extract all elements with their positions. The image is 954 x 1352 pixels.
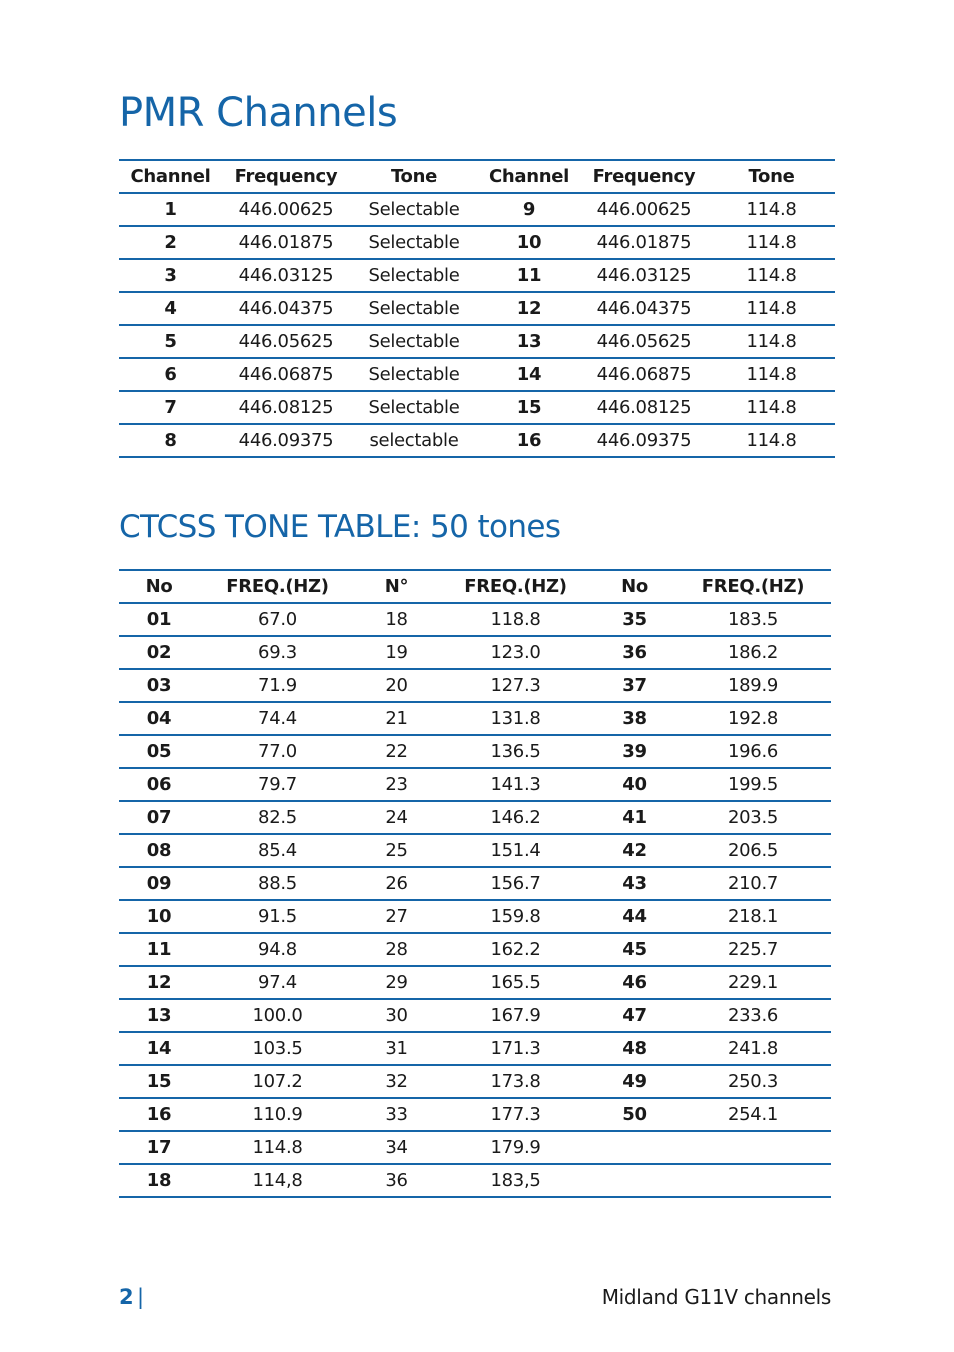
table-cell: 30 [356, 999, 437, 1032]
table-cell: 107.2 [199, 1065, 356, 1098]
table-cell: 446.04375 [222, 292, 350, 325]
column-header: FREQ.(HZ) [675, 570, 831, 603]
table-cell: 10 [478, 226, 580, 259]
table-cell: 114.8 [708, 193, 835, 226]
table-cell: 165.5 [437, 966, 594, 999]
table-cell: 5 [119, 325, 222, 358]
table-cell: 44 [594, 900, 675, 933]
table-row [119, 1164, 831, 1197]
table-cell: Selectable [350, 391, 478, 424]
table-cell: 446.00625 [580, 193, 708, 226]
table-row [119, 735, 831, 768]
ctcss-tone-table [119, 569, 831, 1198]
table-cell: 71.9 [199, 669, 356, 702]
table-cell: 69.3 [199, 636, 356, 669]
table-row [119, 867, 831, 900]
table-cell: 01 [119, 603, 199, 636]
table-cell: 03 [119, 669, 199, 702]
table-cell: 196.6 [675, 735, 831, 768]
table-cell: 114.8 [708, 325, 835, 358]
table-cell: 123.0 [437, 636, 594, 669]
table-cell: 37 [594, 669, 675, 702]
table-cell: 18 [356, 603, 437, 636]
table-cell: 171.3 [437, 1032, 594, 1065]
table-cell: 127.3 [437, 669, 594, 702]
table-cell: 4 [119, 292, 222, 325]
table-cell: 114.8 [708, 292, 835, 325]
table-cell: 26 [356, 867, 437, 900]
table-cell: 13 [478, 325, 580, 358]
table-cell: 34 [356, 1131, 437, 1164]
table-cell: 446.06875 [222, 358, 350, 391]
table-cell: 35 [594, 603, 675, 636]
table-cell [675, 1131, 831, 1164]
table-cell: 49 [594, 1065, 675, 1098]
table-cell: 06 [119, 768, 199, 801]
table-row [119, 292, 835, 325]
table-cell: 88.5 [199, 867, 356, 900]
table-cell: 32 [356, 1065, 437, 1098]
table-cell: 103.5 [199, 1032, 356, 1065]
table-cell: 36 [356, 1164, 437, 1197]
table-cell: 446.05625 [222, 325, 350, 358]
table-cell: 47 [594, 999, 675, 1032]
column-header: No [594, 570, 675, 603]
pmr-channels-table [119, 159, 835, 458]
table-cell: 67.0 [199, 603, 356, 636]
table-cell: 210.7 [675, 867, 831, 900]
column-header: No [119, 570, 199, 603]
table-row [119, 768, 831, 801]
table-cell: 79.7 [199, 768, 356, 801]
table-cell: 159.8 [437, 900, 594, 933]
table-cell: Selectable [350, 193, 478, 226]
table-cell: 09 [119, 867, 199, 900]
ctcss-table-body [119, 603, 831, 1197]
table-cell: 27 [356, 900, 437, 933]
table-cell: 100.0 [199, 999, 356, 1032]
table-cell: 04 [119, 702, 199, 735]
table-row [119, 669, 831, 702]
column-header: FREQ.(HZ) [437, 570, 594, 603]
table-cell: 19 [356, 636, 437, 669]
table-cell: Selectable [350, 325, 478, 358]
table-cell: 38 [594, 702, 675, 735]
table-cell: 446.03125 [580, 259, 708, 292]
table-cell: 446.09375 [222, 424, 350, 457]
table-cell: 14 [119, 1032, 199, 1065]
table-cell: 162.2 [437, 933, 594, 966]
table-cell: 33 [356, 1098, 437, 1131]
table-cell: 203.5 [675, 801, 831, 834]
column-header: Channel [119, 160, 222, 193]
table-cell: 77.0 [199, 735, 356, 768]
table-cell: 25 [356, 834, 437, 867]
column-header: Frequency [580, 160, 708, 193]
table-cell: 41 [594, 801, 675, 834]
table-cell: Selectable [350, 259, 478, 292]
table-cell: 206.5 [675, 834, 831, 867]
table-cell: 18 [119, 1164, 199, 1197]
table-row [119, 226, 835, 259]
pmr-channels-title: PMR Channels [119, 90, 398, 136]
table-cell: 114.8 [708, 391, 835, 424]
table-cell: 17 [119, 1131, 199, 1164]
table-cell [594, 1131, 675, 1164]
table-cell: 156.7 [437, 867, 594, 900]
table-row [119, 424, 835, 457]
table-cell: 74.4 [199, 702, 356, 735]
table-cell: 183.5 [675, 603, 831, 636]
table-cell: 114.8 [708, 259, 835, 292]
table-cell: 3 [119, 259, 222, 292]
table-cell: 167.9 [437, 999, 594, 1032]
table-cell [675, 1164, 831, 1197]
table-cell: 12 [478, 292, 580, 325]
table-cell: 446.01875 [580, 226, 708, 259]
table-cell: 250.3 [675, 1065, 831, 1098]
table-cell: 85.4 [199, 834, 356, 867]
table-cell: 118.8 [437, 603, 594, 636]
table-cell: 186.2 [675, 636, 831, 669]
ctcss-table-header [119, 570, 831, 603]
pmr-table-header [119, 160, 835, 193]
table-cell: 131.8 [437, 702, 594, 735]
column-header: Channel [478, 160, 580, 193]
table-cell: 05 [119, 735, 199, 768]
table-cell: 20 [356, 669, 437, 702]
table-cell: 11 [119, 933, 199, 966]
page-number: 2 [119, 1285, 134, 1309]
column-header: Tone [350, 160, 478, 193]
table-row [119, 834, 831, 867]
table-cell: 40 [594, 768, 675, 801]
column-header: Frequency [222, 160, 350, 193]
table-cell: 233.6 [675, 999, 831, 1032]
table-cell: 16 [478, 424, 580, 457]
table-row [119, 999, 831, 1032]
table-cell: 36 [594, 636, 675, 669]
table-cell: 2 [119, 226, 222, 259]
table-cell: 28 [356, 933, 437, 966]
table-cell: 114.8 [708, 358, 835, 391]
table-cell: 7 [119, 391, 222, 424]
table-row [119, 933, 831, 966]
table-cell: 151.4 [437, 834, 594, 867]
ctcss-tone-table-title: CTCSS TONE TABLE: 50 tones [119, 509, 561, 545]
table-cell: 141.3 [437, 768, 594, 801]
table-cell: 199.5 [675, 768, 831, 801]
table-cell: 42 [594, 834, 675, 867]
table-cell: 11 [478, 259, 580, 292]
table-row [119, 801, 831, 834]
table-cell: 9 [478, 193, 580, 226]
table-row [119, 1032, 831, 1065]
table-cell: 179.9 [437, 1131, 594, 1164]
table-cell: 1 [119, 193, 222, 226]
table-cell: 136.5 [437, 735, 594, 768]
table-cell: Selectable [350, 358, 478, 391]
table-row [119, 325, 835, 358]
table-cell: 254.1 [675, 1098, 831, 1131]
table-cell: 114.8 [708, 424, 835, 457]
table-row [119, 603, 831, 636]
table-cell: Selectable [350, 226, 478, 259]
table-cell: 177.3 [437, 1098, 594, 1131]
table-cell: 97.4 [199, 966, 356, 999]
table-cell: 50 [594, 1098, 675, 1131]
table-cell: 225.7 [675, 933, 831, 966]
table-cell [594, 1164, 675, 1197]
table-cell: 08 [119, 834, 199, 867]
table-cell: 446.05625 [580, 325, 708, 358]
table-cell: 8 [119, 424, 222, 457]
table-cell: 94.8 [199, 933, 356, 966]
table-cell: 6 [119, 358, 222, 391]
table-cell: 16 [119, 1098, 199, 1131]
table-cell: 82.5 [199, 801, 356, 834]
table-cell: 114.8 [199, 1131, 356, 1164]
table-cell: 10 [119, 900, 199, 933]
table-row [119, 259, 835, 292]
table-cell: 15 [478, 391, 580, 424]
table-cell: selectable [350, 424, 478, 457]
table-row [119, 358, 835, 391]
table-cell: 45 [594, 933, 675, 966]
table-row [119, 391, 835, 424]
table-cell: 23 [356, 768, 437, 801]
table-cell: 446.09375 [580, 424, 708, 457]
table-cell: 446.04375 [580, 292, 708, 325]
table-cell: 24 [356, 801, 437, 834]
column-header: N° [356, 570, 437, 603]
table-cell: 14 [478, 358, 580, 391]
table-cell: 114,8 [199, 1164, 356, 1197]
table-row [119, 636, 831, 669]
table-cell: 31 [356, 1032, 437, 1065]
table-cell: 12 [119, 966, 199, 999]
table-cell: 91.5 [199, 900, 356, 933]
table-cell: 46 [594, 966, 675, 999]
table-cell: 173.8 [437, 1065, 594, 1098]
table-cell: 241.8 [675, 1032, 831, 1065]
table-cell: 21 [356, 702, 437, 735]
table-cell: 229.1 [675, 966, 831, 999]
table-cell: 29 [356, 966, 437, 999]
table-cell: 189.9 [675, 669, 831, 702]
table-cell: Selectable [350, 292, 478, 325]
table-cell: 446.00625 [222, 193, 350, 226]
footer-separator: | [137, 1285, 145, 1309]
table-row [119, 702, 831, 735]
table-row [119, 900, 831, 933]
column-header: FREQ.(HZ) [199, 570, 356, 603]
table-row [119, 1065, 831, 1098]
table-cell: 07 [119, 801, 199, 834]
table-row [119, 966, 831, 999]
table-cell: 48 [594, 1032, 675, 1065]
table-cell: 15 [119, 1065, 199, 1098]
table-cell: 13 [119, 999, 199, 1032]
table-cell: 192.8 [675, 702, 831, 735]
table-cell: 110.9 [199, 1098, 356, 1131]
table-cell: 43 [594, 867, 675, 900]
pmr-table-body [119, 193, 835, 457]
column-header: Tone [708, 160, 835, 193]
table-cell: 39 [594, 735, 675, 768]
footer-document-title: Midland G11V channels [601, 1285, 831, 1309]
table-cell: 02 [119, 636, 199, 669]
table-cell: 183,5 [437, 1164, 594, 1197]
table-cell: 446.01875 [222, 226, 350, 259]
table-row [119, 1098, 831, 1131]
table-cell: 114.8 [708, 226, 835, 259]
table-cell: 446.06875 [580, 358, 708, 391]
table-cell: 446.08125 [580, 391, 708, 424]
table-row [119, 193, 835, 226]
table-cell: 218.1 [675, 900, 831, 933]
table-row [119, 1131, 831, 1164]
table-cell: 446.08125 [222, 391, 350, 424]
table-cell: 22 [356, 735, 437, 768]
table-cell: 146.2 [437, 801, 594, 834]
table-cell: 446.03125 [222, 259, 350, 292]
